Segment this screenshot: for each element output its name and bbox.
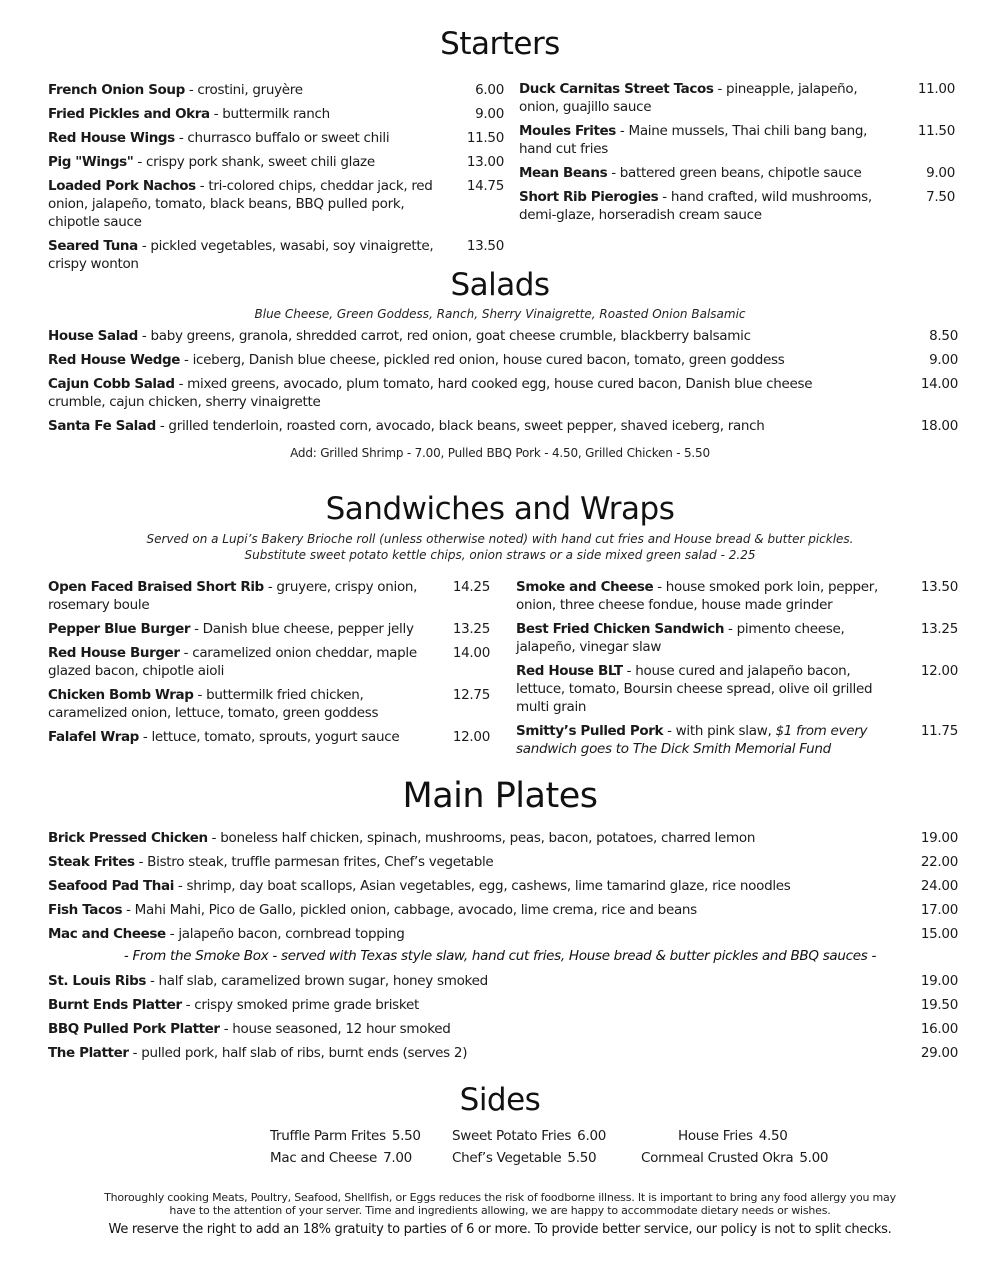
side-item-name: Cornmeal Crusted Okra — [641, 1150, 794, 1166]
menu-item-price: 9.00 — [926, 165, 955, 181]
menu-item-price: 22.00 — [920, 854, 958, 870]
menu-item — [48, 351, 958, 369]
menu-item-description: - house seasoned, 12 hour smoked — [219, 1021, 451, 1037]
menu-item — [516, 620, 958, 656]
menu-item — [48, 105, 504, 123]
menu-item-description: - churrasco buffalo or sweet chili — [174, 130, 390, 146]
menu-item-text — [48, 129, 446, 147]
menu-item-name: Fried Pickles and Okra — [48, 106, 210, 122]
menu-item — [48, 81, 504, 99]
menu-item-text — [48, 925, 908, 943]
salad-add-ons: Add: Grilled Shrimp - 7.00, Pulled BBQ Pork - 4.50, Grilled Chicken - 5.50 — [290, 446, 710, 460]
menu-item-price: 17.00 — [920, 902, 958, 918]
side-item-price: 4.50 — [758, 1128, 788, 1144]
menu-item-description: - crostini, gruyère — [184, 82, 303, 98]
menu-item-price: 15.00 — [920, 926, 958, 942]
menu-item-price: 19.00 — [920, 830, 958, 846]
salads-list — [48, 327, 958, 441]
menu-item-description: - buttermilk ranch — [209, 106, 330, 122]
section-title-sides: Sides — [459, 1082, 541, 1118]
menu-item — [48, 972, 958, 990]
menu-item-description: - pineapple, jalapeño, onion, guajillo sauce — [519, 81, 858, 115]
side-item-name: House Fries — [678, 1128, 753, 1144]
menu-item — [48, 129, 504, 147]
menu-item-description: - crispy smoked prime grade brisket — [181, 997, 419, 1013]
menu-item-text — [48, 901, 908, 919]
menu-item-name: Red House Wings — [48, 130, 175, 146]
side-item-name: Sweet Potato Fries — [452, 1128, 572, 1144]
menu-item-name: Mac and Cheese — [48, 926, 166, 942]
side-item — [678, 1128, 788, 1144]
menu-item-price: 11.50 — [466, 130, 504, 146]
menu-item-description: - half slab, caramelized brown sugar, honey smoked — [145, 973, 488, 989]
menu-item — [519, 80, 955, 116]
menu-item-price: 14.75 — [466, 178, 504, 194]
menu-item — [48, 177, 504, 231]
section-title-salads: Salads — [450, 267, 550, 303]
menu-item-text — [48, 996, 908, 1014]
menu-item-text — [48, 417, 888, 435]
menu-item-price: 19.50 — [920, 997, 958, 1013]
menu-item-text — [48, 578, 432, 614]
menu-item — [519, 164, 955, 182]
menu-item-name: Fish Tacos — [48, 902, 123, 918]
menu-item-price: 11.00 — [917, 81, 955, 97]
menu-item-name: Falafel Wrap — [48, 729, 139, 745]
menu-item-name: St. Louis Ribs — [48, 973, 146, 989]
menu-item-name: Open Faced Braised Short Rib — [48, 579, 264, 595]
menu-item-description: - Danish blue cheese, pepper jelly — [190, 621, 414, 637]
menu-item — [48, 829, 958, 847]
menu-item-text — [516, 620, 900, 656]
side-item-price: 7.00 — [383, 1150, 412, 1166]
menu-item-text — [48, 972, 908, 990]
side-item-price: 6.00 — [577, 1128, 607, 1144]
menu-item-price: 8.50 — [929, 328, 958, 344]
menu-item-text — [48, 829, 908, 847]
menu-item-name: House Salad — [48, 328, 138, 344]
menu-item-description: - pickled vegetables, wasabi, soy vinaigrette, crispy wonton — [48, 238, 434, 272]
menu-item-price: 19.00 — [920, 973, 958, 989]
mains-list — [48, 829, 958, 949]
menu-item-description: - with pink slaw, — [663, 723, 776, 739]
menu-item-price: 14.25 — [452, 579, 490, 595]
side-item-price: 5.50 — [567, 1150, 597, 1166]
menu-item-price: 6.00 — [475, 82, 504, 98]
menu-item — [48, 877, 958, 895]
menu-item-description: - shrimp, day boat scallops, Asian vegetables, egg, cashews, lime tamarind glaze, rice noodles — [173, 878, 791, 894]
menu-item-name: Seafood Pad Thai — [48, 878, 174, 894]
menu-item — [48, 925, 958, 943]
menu-item-description: - lettuce, tomato, sprouts, yogurt sauce — [138, 729, 400, 745]
menu-item-text — [48, 686, 432, 722]
menu-item-name: Loaded Pork Nachos — [48, 178, 196, 194]
menu-item — [48, 578, 490, 614]
side-item-name: Truffle Parm Frites — [270, 1128, 386, 1144]
menu-item-description: - Bistro steak, truffle parmesan frites, Chef’s vegetable — [134, 854, 494, 870]
menu-item-description: - pimento cheese, jalapeño, vinegar slaw — [516, 621, 845, 655]
menu-item-text — [48, 877, 908, 895]
sandwiches-left-column — [48, 578, 490, 752]
menu-item-description: - tri-colored chips, cheddar jack, red onion, jalapeño, tomato, black beans, BBQ pulled pork, chipotle sauce — [48, 178, 433, 230]
menu-item — [48, 901, 958, 919]
menu-item-text — [48, 177, 446, 231]
side-item — [270, 1128, 421, 1144]
menu-item — [519, 122, 955, 158]
side-item — [641, 1150, 828, 1166]
menu-item-price: 13.50 — [466, 238, 504, 254]
menu-item-name: BBQ Pulled Pork Platter — [48, 1021, 220, 1037]
menu-item-price: 13.50 — [920, 579, 958, 595]
menu-item — [516, 578, 958, 614]
menu-item-description: - house smoked pork loin, pepper, onion, three cheese fondue, house made grinder — [516, 579, 879, 613]
menu-item — [48, 1044, 958, 1062]
menu-item-description: - baby greens, granola, shredded carrot, red onion, goat cheese crumble, blackberry balsamic — [137, 328, 751, 344]
menu-item-name: Short Rib Pierogies — [519, 189, 659, 205]
menu-item-text — [48, 375, 848, 411]
menu-item-text — [519, 188, 897, 224]
menu-item-name: Red House BLT — [516, 663, 623, 679]
starters-right-column — [519, 80, 955, 230]
menu-item-description: - Mahi Mahi, Pico de Gallo, pickled onion, cabbage, avocado, lime crema, rice and beans — [122, 902, 697, 918]
menu-item — [48, 853, 958, 871]
menu-item-description: - battered green beans, chipotle sauce — [607, 165, 862, 181]
smoke-box-list — [48, 972, 958, 1068]
menu-item-name: Cajun Cobb Salad — [48, 376, 175, 392]
menu-item-charity-note: $1 from every sandwich goes to The Dick Smith Memorial Fund — [516, 723, 868, 757]
starters-left-column — [48, 81, 504, 279]
menu-item — [48, 153, 504, 171]
menu-item-text — [519, 122, 897, 158]
side-item — [270, 1150, 412, 1166]
menu-item — [516, 662, 958, 716]
menu-item-price: 14.00 — [452, 645, 490, 661]
menu-item-text — [519, 164, 897, 182]
menu-item-name: Smoke and Cheese — [516, 579, 654, 595]
menu-item-description: - boneless half chicken, spinach, mushrooms, peas, bacon, potatoes, charred lemon — [207, 830, 756, 846]
menu-item-price: 9.00 — [475, 106, 504, 122]
menu-item-description: - buttermilk fried chicken, caramelized onion, lettuce, tomato, green goddess — [48, 687, 379, 721]
menu-item-name: Red House Wedge — [48, 352, 181, 368]
menu-item-text — [48, 105, 446, 123]
side-item-price: 5.50 — [391, 1128, 421, 1144]
menu-item-text — [48, 644, 432, 680]
menu-item-text — [48, 728, 432, 746]
menu-item-name: Brick Pressed Chicken — [48, 830, 208, 846]
section-title-starters: Starters — [440, 26, 560, 62]
menu-item-price: 14.00 — [920, 376, 958, 392]
menu-item-text — [519, 80, 897, 116]
menu-item-text — [48, 620, 432, 638]
menu-item-text — [516, 578, 900, 614]
menu-item — [48, 1020, 958, 1038]
menu-item-price: 12.75 — [452, 687, 490, 703]
menu-item-price: 18.00 — [920, 418, 958, 434]
side-item — [452, 1150, 596, 1166]
menu-item-description: - gruyere, crispy onion, rosemary boule — [48, 579, 418, 613]
menu-item — [48, 996, 958, 1014]
menu-item-text — [48, 1044, 908, 1062]
menu-item-price: 29.00 — [920, 1045, 958, 1061]
menu-item-name: The Platter — [48, 1045, 129, 1061]
menu-item-description: - Maine mussels, Thai chili bang bang, hand cut fries — [519, 123, 868, 157]
menu-item-description: - house cured and jalapeño bacon, lettuce, tomato, Boursin cheese spread, olive oil grilled multi grain — [516, 663, 873, 715]
menu-item — [48, 327, 958, 345]
menu-item-price: 7.50 — [926, 189, 955, 205]
menu-item-price: 11.75 — [920, 723, 958, 739]
menu-item-text — [48, 1020, 908, 1038]
side-item-name: Mac and Cheese — [270, 1150, 378, 1166]
menu-item-name: Steak Frites — [48, 854, 135, 870]
menu-item — [48, 620, 490, 638]
side-item-name: Chef’s Vegetable — [452, 1150, 562, 1166]
menu-item-price: 12.00 — [920, 663, 958, 679]
menu-item-description: - pulled pork, half slab of ribs, burnt ends (serves 2) — [128, 1045, 468, 1061]
menu-item-price: 13.00 — [466, 154, 504, 170]
menu-item-name: Pig "Wings" — [48, 154, 134, 170]
menu-item-name: Best Fried Chicken Sandwich — [516, 621, 725, 637]
menu-item — [516, 722, 958, 758]
menu-item-text — [516, 662, 900, 716]
menu-item — [519, 188, 955, 224]
menu-item-name: Moules Frites — [519, 123, 616, 139]
menu-item-name: French Onion Soup — [48, 82, 185, 98]
salad-dressings: Blue Cheese, Green Goddess, Ranch, Sherry Vinaigrette, Roasted Onion Balsamic — [254, 307, 746, 321]
menu-item-name: Burnt Ends Platter — [48, 997, 182, 1013]
menu-item — [48, 686, 490, 722]
menu-item-price: 16.00 — [920, 1021, 958, 1037]
menu-item-price: 12.00 — [452, 729, 490, 745]
menu-item — [48, 375, 958, 411]
menu-item-name: Smitty’s Pulled Pork — [516, 723, 664, 739]
menu-item-description: - crispy pork shank, sweet chili glaze — [133, 154, 375, 170]
menu-item-price: 13.25 — [452, 621, 490, 637]
menu-item-price: 11.50 — [917, 123, 955, 139]
sandwich-note-2: Substitute sweet potato kettle chips, onion straws or a side mixed green salad - 2.25 — [244, 548, 756, 562]
menu-item-price: 13.25 — [920, 621, 958, 637]
menu-item-description: - hand crafted, wild mushrooms, demi-glaze, horseradish cream sauce — [519, 189, 872, 223]
food-safety-disclaimer: Thoroughly cooking Meats, Poultry, Seafood, Shellfish, or Eggs reduces the risk of foodborne illness. It is important to bring any food allergy you may have to the attention of your server. Time and ingredients allowing, we are happy to accommodate dietary needs or wishes. — [104, 1191, 896, 1217]
menu-item-description: - grilled tenderloin, roasted corn, avocado, black beans, sweet pepper, shaved iceberg, ranch — [155, 418, 765, 434]
menu-item — [48, 728, 490, 746]
menu-item-name: Red House Burger — [48, 645, 180, 661]
section-title-sandwiches: Sandwiches and Wraps — [325, 491, 675, 527]
menu-item-name: Mean Beans — [519, 165, 608, 181]
sandwiches-right-column — [516, 578, 958, 764]
menu-item-text — [48, 153, 446, 171]
menu-item-text — [48, 853, 908, 871]
menu-item-description: - caramelized onion cheddar, maple glazed bacon, chipotle aioli — [48, 645, 417, 679]
menu-item-description: - jalapeño bacon, cornbread topping — [165, 926, 405, 942]
menu-item-text — [516, 722, 900, 758]
section-title-mains: Main Plates — [402, 776, 598, 816]
menu-item-text — [48, 327, 888, 345]
menu-item — [48, 417, 958, 435]
menu-item-price: 24.00 — [920, 878, 958, 894]
menu-item-name: Seared Tuna — [48, 238, 138, 254]
smoke-box-heading: - From the Smoke Box - served with Texas style slaw, hand cut fries, House bread & butter pickles and BBQ sauces - — [123, 948, 877, 964]
menu-item-name: Santa Fe Salad — [48, 418, 156, 434]
menu-item — [48, 644, 490, 680]
menu-item-description: - iceberg, Danish blue cheese, pickled red onion, house cured bacon, tomato, green goddess — [180, 352, 785, 368]
menu-item-name: Duck Carnitas Street Tacos — [519, 81, 714, 97]
side-item-price: 5.00 — [799, 1150, 829, 1166]
menu-item-description: - mixed greens, avocado, plum tomato, hard cooked egg, house cured bacon, Danish blue cheese crumble, cajun chicken, sherry vinaigrette — [48, 376, 813, 410]
menu-item-text — [48, 81, 446, 99]
sandwich-note-1: Served on a Lupi’s Bakery Brioche roll (unless otherwise noted) with hand cut fries and House bread & butter pickles. — [146, 532, 854, 546]
menu-item-name: Chicken Bomb Wrap — [48, 687, 194, 703]
menu-item-text — [48, 351, 888, 369]
menu-item-price: 9.00 — [929, 352, 958, 368]
gratuity-policy: We reserve the right to add an 18% gratuity to parties of 6 or more. To provide better service, our policy is not to split checks. — [108, 1222, 892, 1237]
menu-item-name: Pepper Blue Burger — [48, 621, 191, 637]
side-item — [452, 1128, 606, 1144]
